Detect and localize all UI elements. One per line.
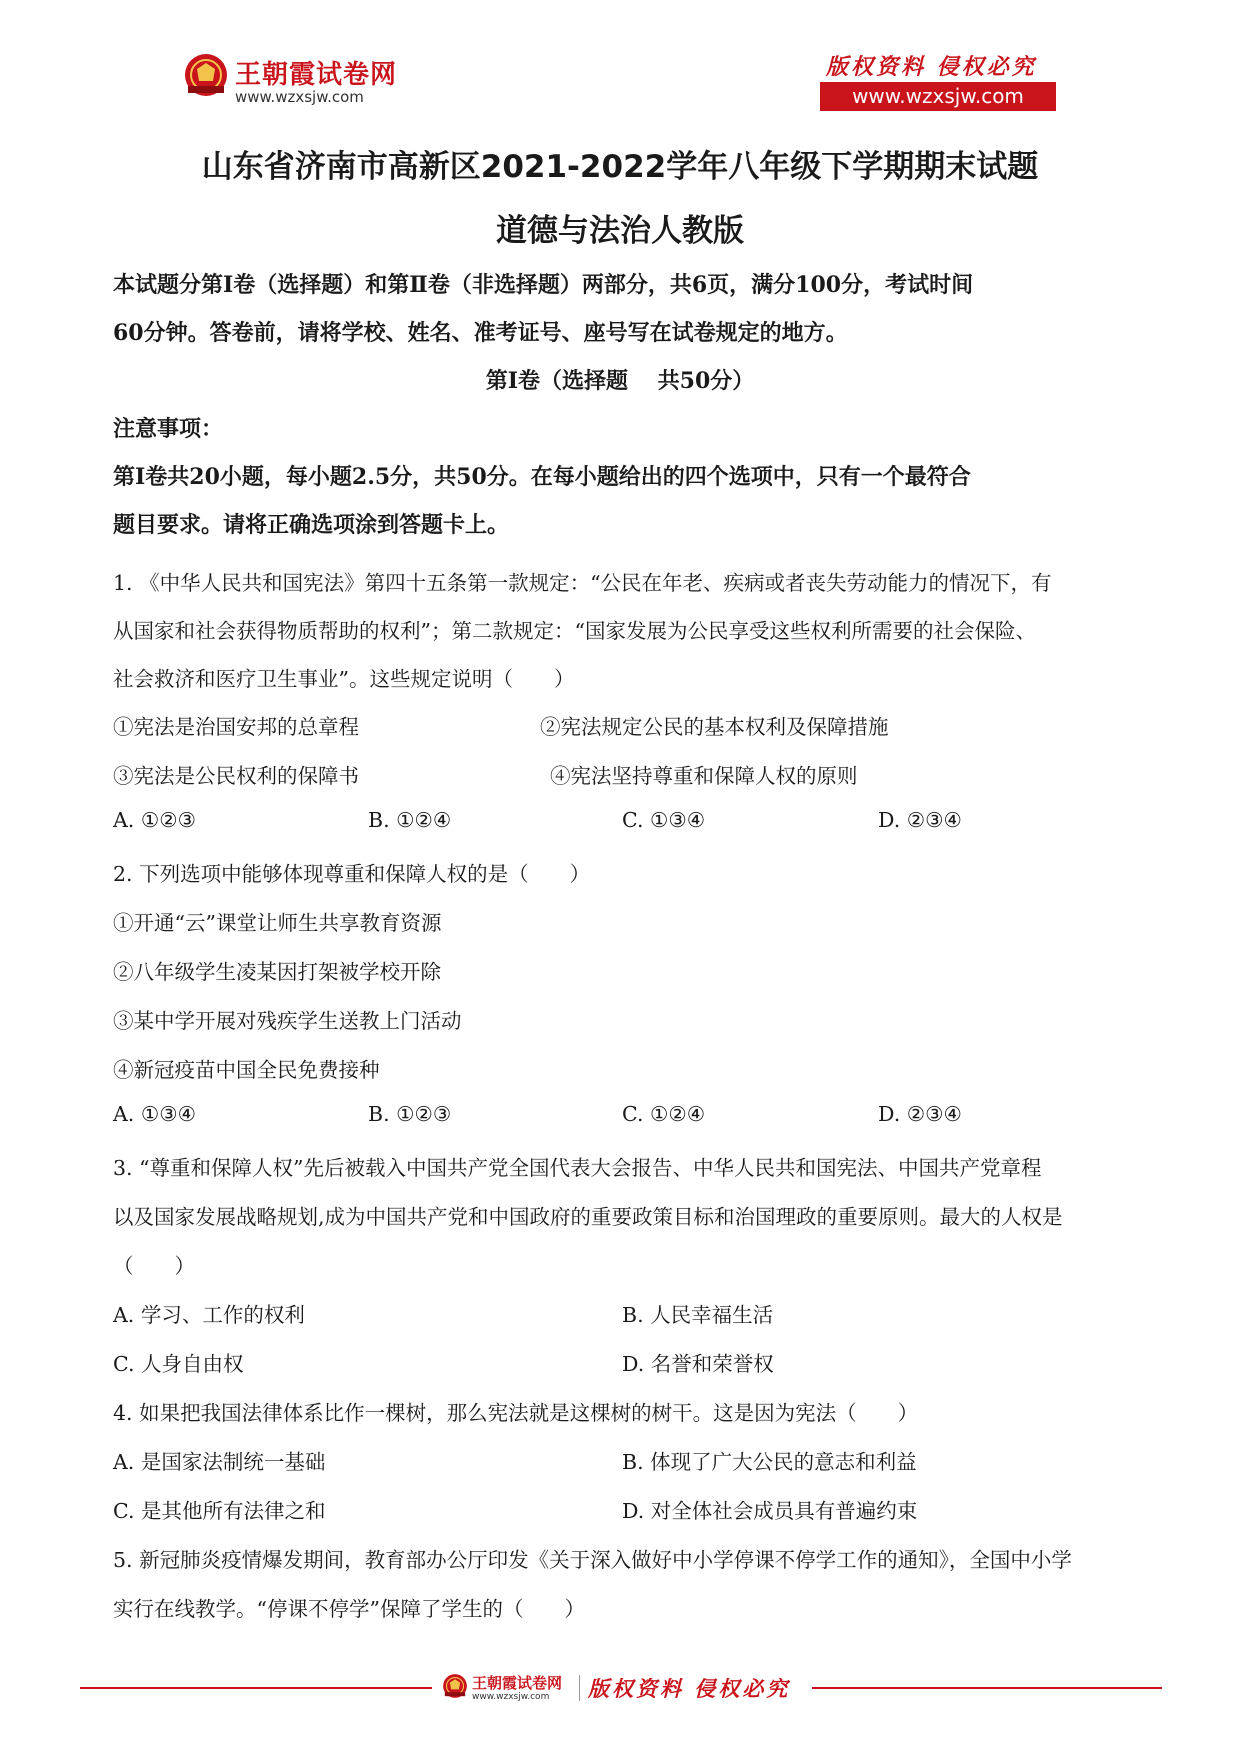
- url-box[interactable]: www.wzxsjw.com: [820, 82, 1056, 111]
- intro-line-2: 60分钟。答卷前，请将学校、姓名、准考证号、座号写在试卷规定的地方。: [113, 320, 848, 346]
- footer-divider-right: [812, 1687, 1162, 1689]
- q3-option-a[interactable]: A. 学习、工作的权利: [113, 1303, 305, 1327]
- footer-divider-left: [80, 1687, 432, 1689]
- copyright-slogan: 版权资料 侵权必究: [826, 54, 1037, 80]
- footer-seal-icon: [442, 1673, 468, 1699]
- notice-line-2: 题目要求。请将正确选项涂到答题卡上。: [113, 512, 510, 538]
- intro-line-1: 本试题分第Ⅰ卷（选择题）和第Ⅱ卷（非选择题）两部分，共6页，满分100分，考试时间: [113, 272, 974, 298]
- q3-option-d[interactable]: D. 名誉和荣誉权: [622, 1352, 774, 1376]
- footer-slogan: 版权资料 侵权必究: [588, 1676, 791, 1701]
- seal-logo-icon: [183, 52, 229, 98]
- q5-stem-line-2: 实行在线教学。“停课不停学”保障了学生的（ ）: [113, 1597, 585, 1621]
- site-logo: [183, 52, 423, 112]
- section-title: 第Ⅰ卷（选择题 共50分）: [485, 368, 755, 394]
- q4-option-c[interactable]: C. 是其他所有法律之和: [113, 1499, 326, 1523]
- q1-statement-2: ②宪法规定公民的基本权利及保障措施: [540, 715, 889, 739]
- q1-stem-line-3: 社会救济和医疗卫生事业”。这些规定说明（ ）: [113, 667, 575, 691]
- q2-option-c[interactable]: C. ①②④: [622, 1102, 706, 1126]
- q1-stem-line-2: 从国家和社会获得物质帮助的权利”；第二款规定：“国家发展为公民享受这些权利所需要的社会保险、: [113, 619, 1036, 643]
- q1-statement-1: ①宪法是治国安邦的总章程: [113, 715, 359, 739]
- footer-logo: [442, 1671, 802, 1707]
- q1-option-b[interactable]: B. ①②④: [368, 808, 452, 832]
- q4-option-b[interactable]: B. 体现了广大公民的意志和利益: [622, 1450, 917, 1474]
- q1-option-a[interactable]: A. ①②③: [113, 808, 196, 832]
- q2-option-d[interactable]: D. ②③④: [878, 1102, 962, 1126]
- exam-title: 山东省济南市高新区2021-2022学年八年级下学期期末试题: [201, 149, 1039, 185]
- q5-stem-line-1: 5. 新冠肺炎疫情爆发期间，教育部办公厅印发《关于深入做好中小学停课不停学工作的通知》，全国中小学: [113, 1548, 1072, 1572]
- copyright-banner: [820, 50, 1056, 112]
- q3-stem-line-3: （ ）: [113, 1254, 195, 1278]
- q1-statement-3: ③宪法是公民权利的保障书: [113, 764, 359, 788]
- q2-option-b[interactable]: B. ①②③: [368, 1102, 452, 1126]
- q4-option-a[interactable]: A. 是国家法制统一基础: [113, 1450, 326, 1474]
- q1-stem-line-1: 1. 《中华人民共和国宪法》第四十五条第一款规定：“公民在年老、疾病或者丧失劳动能力的情况下，有: [113, 571, 1052, 595]
- brand-name: 王朝霞试卷网: [235, 60, 398, 90]
- footer-separator: [579, 1675, 580, 1701]
- q1-statement-4: ④宪法坚持尊重和保障人权的原则: [550, 764, 858, 788]
- exam-subtitle: 道德与法治人教版: [496, 213, 744, 249]
- footer-brand: 王朝霞试卷网: [472, 1674, 563, 1692]
- brand-url[interactable]: www.wzxsjw.com: [235, 88, 364, 106]
- q4-option-d[interactable]: D. 对全体社会成员具有普遍约束: [622, 1499, 918, 1523]
- q2-statement-1: ①开通“云”课堂让师生共享教育资源: [113, 911, 442, 935]
- q2-option-a[interactable]: A. ①③④: [113, 1102, 196, 1126]
- notice-heading: 注意事项：: [113, 416, 224, 442]
- q4-stem: 4. 如果把我国法律体系比作一棵树，那么宪法就是这棵树的树干。这是因为宪法（ ）: [113, 1401, 919, 1425]
- q2-statement-4: ④新冠疫苗中国全民免费接种: [113, 1058, 380, 1082]
- q3-option-b[interactable]: B. 人民幸福生活: [622, 1303, 774, 1327]
- q2-statement-3: ③某中学开展对残疾学生送教上门活动: [113, 1009, 462, 1033]
- footer-url[interactable]: www.wzxsjw.com: [472, 1692, 550, 1702]
- q1-option-d[interactable]: D. ②③④: [878, 808, 962, 832]
- notice-line-1: 第Ⅰ卷共20小题，每小题2.5分，共50分。在每小题给出的四个选项中，只有一个最符合: [113, 464, 971, 490]
- q3-stem-line-1: 3. “尊重和保障人权”先后被载入中国共产党全国代表大会报告、中华人民共和国宪法、中国共产党章程: [113, 1156, 1042, 1180]
- q3-option-c[interactable]: C. 人身自由权: [113, 1352, 244, 1376]
- q1-option-c[interactable]: C. ①③④: [622, 808, 706, 832]
- q2-statement-2: ②八年级学生凌某因打架被学校开除: [113, 960, 441, 984]
- q3-stem-line-2: 以及国家发展战略规划,成为中国共产党和中国政府的重要政策目标和治国理政的重要原则。最大的人权是: [113, 1205, 1063, 1229]
- q2-stem: 2. 下列选项中能够体现尊重和保障人权的是（ ）: [113, 862, 591, 886]
